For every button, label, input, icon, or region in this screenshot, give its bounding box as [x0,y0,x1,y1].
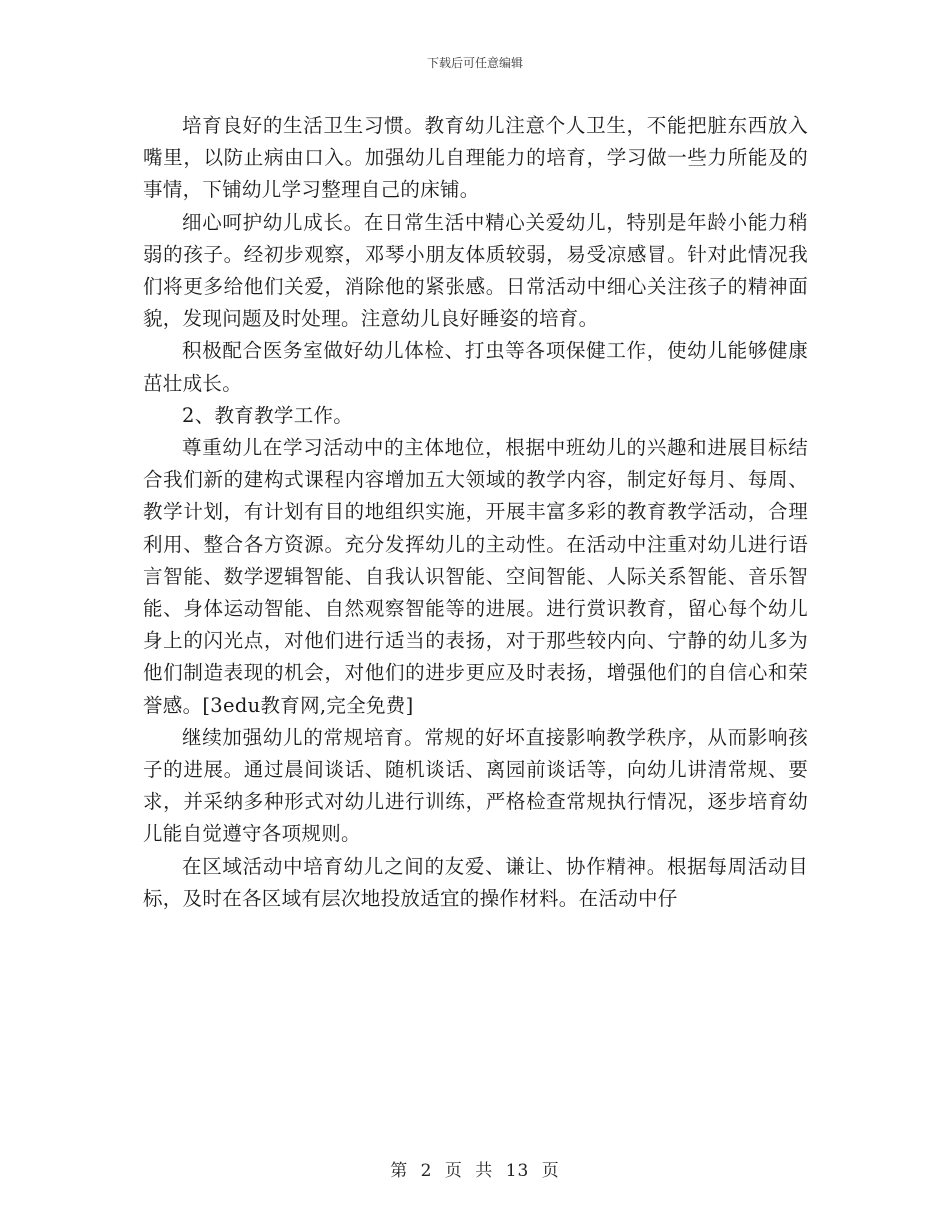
paragraph: 尊重幼儿在学习活动中的主体地位，根据中班幼儿的兴趣和进展目标结合我们新的建构式课程内容增加五大领域的教学内容，制定好每月、每周、教学计划，有计划有目的地组织实施，开展丰富多彩的教育教学活动，合理利用、整合各方资源。充分发挥幼儿的主动性。在活动中注重对幼儿进行语言智能、数学逻辑智能、自我认识智能、空间智能、人际关系智能、音乐智能、身体运动智能、自然观察智能等的进展。进行赏识教育，留心每个幼儿身上的闪光点，对他们进行适当的表扬，对于那些较内向、宁静的幼儿多为他们制造表现的机会，对他们的进步更应及时表扬，增强他们的自信心和荣誉感。[3edu教育网,完全免费] [143,436,808,717]
document-body [143,110,808,915]
page-number-footer: 第 2 页 共 13 页 [390,1161,560,1181]
page-header: 下载后可任意编辑 [426,56,523,70]
paragraph: 在区域活动中培育幼儿之间的友爱、谦让、协作精神。根据每周活动目标，及时在各区域有层次地投放适宜的操作材料。在活动中仔 [143,854,808,910]
paragraph: 继续加强幼儿的常规培育。常规的好坏直接影响教学秩序，从而影响孩子的进展。通过晨间谈话、随机谈话、离园前谈话等，向幼儿讲清常规、要求，并采纳多种形式对幼儿进行训练，严格检查常规执行情况，逐步培育幼儿能自觉遵守各项规则。 [143,725,808,846]
paragraph: 细心呵护幼儿成长。在日常生活中精心关爱幼儿，特别是年龄小能力稍弱的孩子。经初步观察，邓琴小朋友体质较弱，易受凉感冒。针对此情况我们将更多给他们关爱，消除他的紧张感。日常活动中细心关注孩子的精神面貌，发现问题及时处理。注意幼儿良好睡姿的培育。 [143,210,808,331]
paragraph: 培育良好的生活卫生习惯。教育幼儿注意个人卫生，不能把脏东西放入嘴里，以防止病由口入。加强幼儿自理能力的培育，学习做一些力所能及的事情，下铺幼儿学习整理自己的床铺。 [143,114,808,202]
section-heading: 2、教育教学工作。 [182,403,354,427]
paragraph: 积极配合医务室做好幼儿体检、打虫等各项保健工作，使幼儿能够健康茁壮成长。 [143,339,808,395]
